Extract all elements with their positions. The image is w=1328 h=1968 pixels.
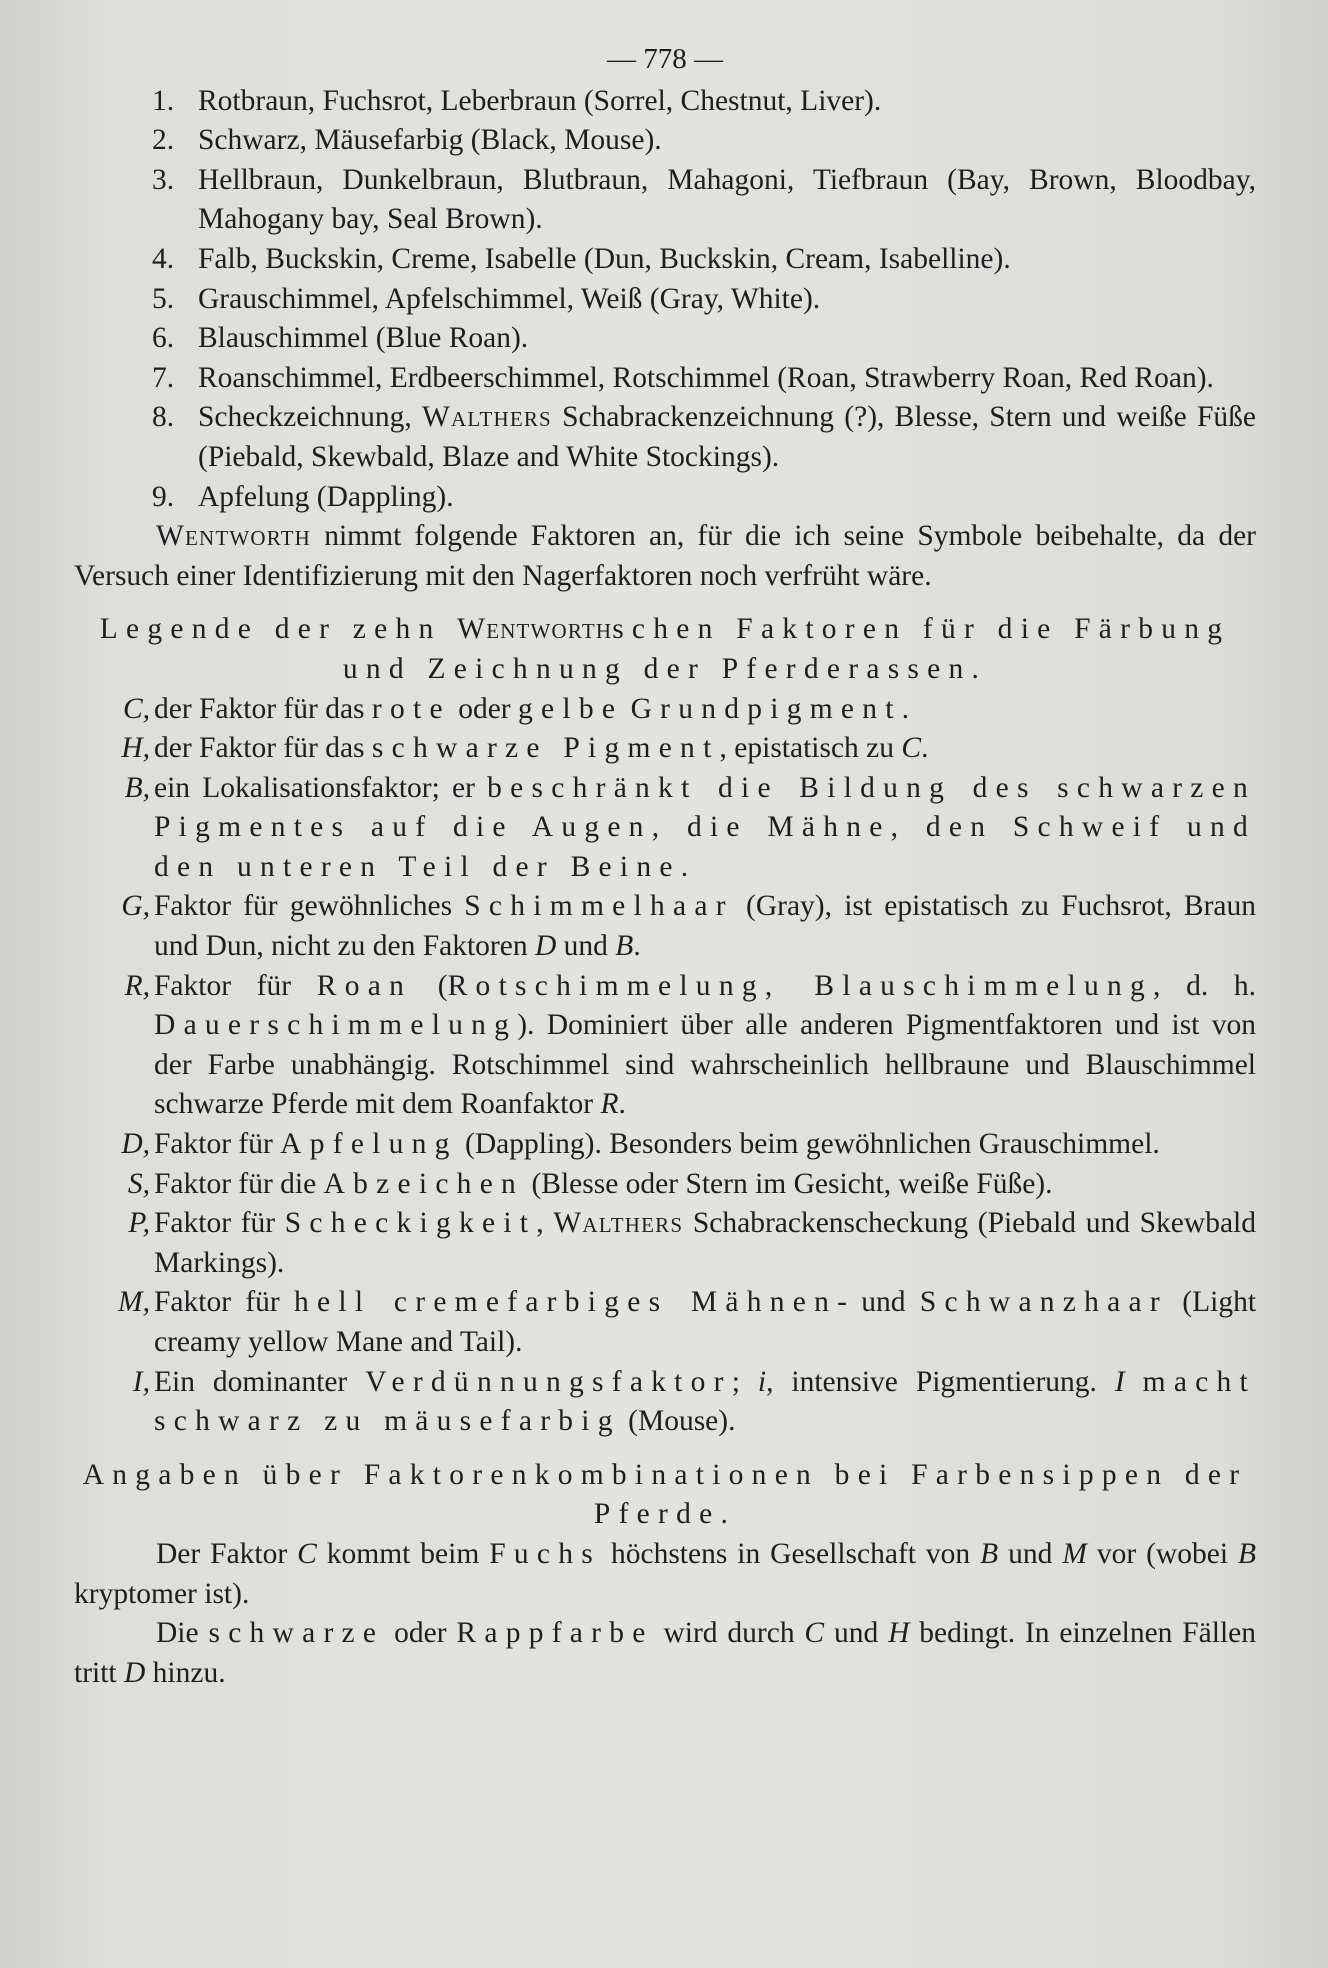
color-list (74, 82, 1256, 518)
factor-d: D, Faktor für Apfelung (Dappling). Besonders beim gewöhnlichen Grauschimmel. (121, 1128, 1160, 1161)
list-item: 5. Grauschimmel, Apfelschimmel, Weiß (Gray, White). (152, 282, 821, 315)
list-item: 3. Hellbraun, Dunkelbraun, Blutbraun, Mahagoni, Tiefbraun (Bay, Brown, Bloodbay, Mahogany bay, Seal Brown). (152, 163, 1256, 236)
combination-heading: Angaben über Faktorenkombinationen bei Farbensippen der Pferde. (82, 1458, 1248, 1531)
list-item: 6. Blauschimmel (Blue Roan). (152, 322, 529, 355)
list-item: 9. Apfelung (Dappling). (152, 480, 454, 513)
factor-g: G, Faktor für gewöhnliches Schimmelhaar (Gray), ist epistatisch zu Fuchsrot, Braun und Dun, nicht zu den Faktoren D und B. (121, 890, 1257, 963)
factor-b: B, ein Lokalisationsfaktor; er beschränkt die Bildung des schwarzen Pigmentes auf die Augen, die Mähne, den Schweif und den unteren Teil der Beine. (124, 771, 1256, 883)
factor-p: P, Faktor für Scheckigkeit, Walthers Schabrackenscheckung (Piebald und Skewbald Markings). (128, 1207, 1256, 1279)
paragraph-fuchs: Der Faktor C kommt beim Fuchs höchstens in Gesellschaft von B und M vor (wobei B kryptomer ist). (74, 1537, 1257, 1610)
list-item: 2. Schwarz, Mäusefarbig (Black, Mouse). (152, 124, 662, 157)
intro-paragraph: Wentworth nimmt folgende Faktoren an, für die ich seine Symbole beibehalte, da der Versuch einer Identifizierung mit den Nagerfaktoren noch verfrüht wäre. (74, 520, 1256, 592)
list-item: 1. Rotbraun, Fuchsrot, Leberbraun (Sorrel, Chestnut, Liver). (152, 84, 882, 117)
factor-s: S, Faktor für die Abzeichen (Blesse oder Stern im Gesicht, weiße Füße). (127, 1167, 1053, 1200)
factor-m: M, Faktor für hell cremefarbiges Mähnen- und Schwanzhaar (Light creamy yellow Mane and Tail). (118, 1286, 1257, 1358)
factor-h: H, der Faktor für das schwarze Pigment, epistatisch zu C. (121, 732, 929, 765)
paragraph-rappe: Die schwarze oder Rappfarbe wird durch C und H bedingt. In einzelnen Fällen tritt D hinzu. (74, 1617, 1257, 1689)
factor-c: C, der Faktor für das rote oder gelbe Grundpigment. (122, 692, 910, 725)
legend-heading: Legende der zehn Wentworthschen Faktoren für die Färbung und Zeichnung der Pferderassen. (99, 613, 1231, 685)
list-item: 8. Scheckzeichnung, Walthers Schabrackenzeichnung (?), Blesse, Stern und weiße Füße (Piebald, Skewbald, Blaze and White Stockings). (152, 401, 1256, 473)
list-item: 4. Falb, Buckskin, Creme, Isabelle (Dun, Buckskin, Cream, Isabelline). (152, 242, 1011, 275)
factor-legend (74, 690, 1256, 1442)
page-number: — 778 — (607, 43, 723, 75)
factor-r: R, Faktor für Roan (Rotschimmelung, Blauschimmelung, d. h. Dauerschimmelung). Dominiert über alle anderen Pigmentfaktoren und ist von der Farbe unabhängig. Rotschimmel sind wahrscheinlich hellbraune und Blauschimmel schwarze Pferde mit dem Roanfaktor R. (124, 969, 1256, 1121)
factor-i: I, Ein dominanter Verdünnungsfaktor; i, intensive Pigmentierung. I macht schwarz zu mäusefarbig (Mouse). (132, 1365, 1256, 1438)
list-item: 7. Roanschimmel, Erdbeerschimmel, Rotschimmel (Roan, Strawberry Roan, Red Roan). (152, 361, 1214, 394)
